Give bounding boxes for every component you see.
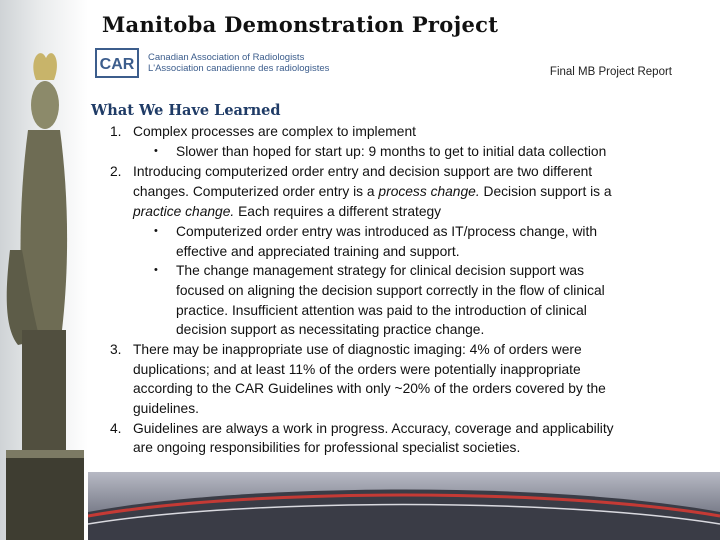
list-item-text: Computerized order entry was introduced as IT/process change, with bbox=[176, 224, 598, 239]
stadium-image bbox=[88, 472, 720, 540]
list-number: 4. bbox=[110, 421, 122, 436]
list-item-text: Introducing computerized order entry and decision support are two different bbox=[133, 164, 593, 179]
report-page bbox=[88, 42, 690, 464]
list-item-text: Guidelines are always a work in progress. Accuracy, coverage and applicability bbox=[133, 421, 614, 436]
statue-image bbox=[0, 0, 88, 540]
bullet-icon: • bbox=[154, 145, 158, 157]
list-item-text: practice change. Each requires a different strategy bbox=[133, 204, 442, 219]
list-item-text: There may be inappropriate use of diagnostic imaging: 4% of orders were bbox=[133, 342, 582, 357]
car-logo-icon bbox=[95, 48, 139, 78]
list-item-text: according to the CAR Guidelines with only ~20% of the orders covered by the bbox=[133, 381, 606, 396]
list-item-text: guidelines. bbox=[133, 401, 199, 416]
stadium-roof-icon bbox=[88, 472, 720, 540]
list-number: 3. bbox=[110, 342, 122, 357]
list-item-text: effective and appreciated training and support. bbox=[176, 244, 460, 259]
car-logo-text: CAR bbox=[99, 56, 135, 73]
association-name bbox=[148, 52, 329, 74]
list-item-text: are ongoing responsibilities for professional specialist societies. bbox=[133, 440, 521, 455]
list-item-text: changes. Computerized order entry is a process change. Decision support is a bbox=[133, 184, 612, 199]
list-item-text: practice. Insufficient attention was paid to the introduction of clinical bbox=[176, 303, 587, 318]
list-item-text: Complex processes are complex to implement bbox=[133, 124, 416, 139]
report-label: Final MB Project Report bbox=[549, 66, 672, 78]
list-item-text: duplications; and at least 11% of the orders were potentially inappropriate bbox=[133, 362, 581, 377]
list-item-text: Slower than hoped for start up: 9 months to get to initial data collection bbox=[176, 144, 607, 159]
list-number: 2. bbox=[110, 164, 122, 179]
list-item-text: decision support as necessitating practice change. bbox=[176, 322, 485, 337]
association-name-en: Canadian Association of Radiologists bbox=[148, 52, 305, 63]
list-number: 1. bbox=[110, 124, 122, 139]
association-name-fr: L'Association canadienne des radiologistes bbox=[148, 63, 330, 74]
bullet-icon: • bbox=[154, 264, 158, 276]
slide-title: Manitoba Demonstration Project bbox=[102, 12, 499, 37]
bullet-icon: • bbox=[154, 225, 158, 237]
list-item-text: The change management strategy for clinical decision support was bbox=[176, 263, 584, 278]
list-item-text: focused on aligning the decision support correctly in the flow of clinical bbox=[176, 283, 605, 298]
section-heading: What We Have Learned bbox=[91, 102, 281, 119]
